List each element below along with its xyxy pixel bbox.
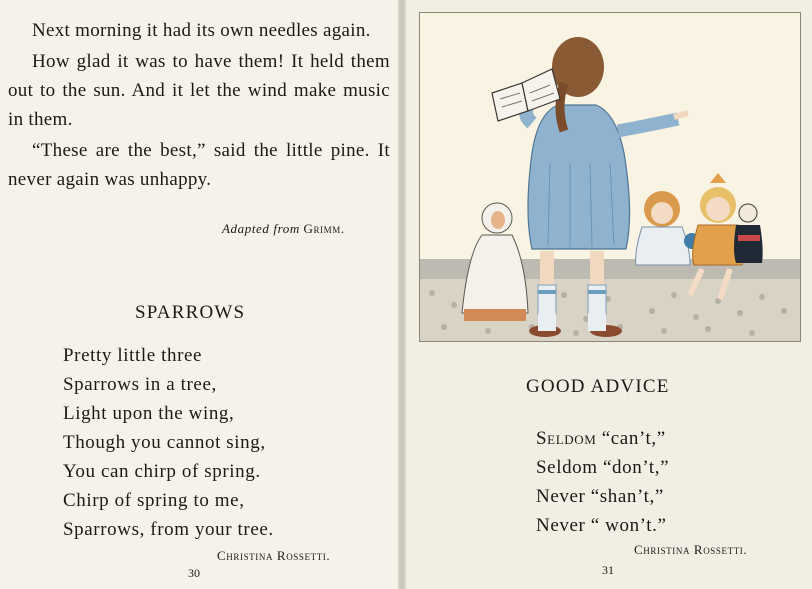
poem-title-sparrows: SPARROWS — [135, 302, 246, 323]
credit-prefix: Adapted from — [222, 221, 300, 236]
author-name: Christina Rossetti. — [634, 542, 748, 557]
prose-paragraph: Next morning it had its own needles again. — [32, 20, 371, 41]
story-credit — [222, 221, 345, 237]
book-gutter — [398, 0, 406, 589]
girl-with-dolls-illustration — [420, 13, 800, 341]
page-number-left: 30 — [188, 566, 200, 580]
line-text: Never “ won’t.” — [536, 515, 667, 536]
poem-author-good-advice — [634, 542, 747, 558]
poem-line: Sparrows in a tree, — [63, 374, 217, 395]
prose-paragraph: How glad it was to have them! It held them out to the sun. And it let the wind make music in them. — [8, 51, 390, 130]
credit-author: Grimm. — [303, 221, 345, 236]
poem-good-advice — [536, 424, 669, 540]
page-number-right: 31 — [602, 563, 614, 577]
poem-line: Chirp of spring to me, — [63, 490, 245, 511]
line-lead: Seldom — [536, 428, 597, 449]
poem-line — [536, 511, 669, 540]
poem-line: You can chirp of spring. — [63, 461, 261, 482]
poem-line — [536, 453, 669, 482]
line-text: Never “shan’t,” — [536, 486, 664, 507]
poem-line: Light upon the wing, — [63, 403, 235, 424]
story-prose — [8, 16, 390, 196]
poem-line: Pretty little three — [63, 345, 203, 366]
poem-line: Though you cannot sing, — [63, 432, 266, 453]
line-text: “can’t,” — [596, 428, 666, 449]
poem-author-sparrows — [217, 548, 330, 564]
poem-line — [536, 424, 669, 453]
poem-sparrows — [63, 341, 274, 544]
prose-paragraph: “These are the best,” said the little pine. It never again was unhappy. — [8, 140, 390, 190]
poem-line: Sparrows, from your tree. — [63, 519, 274, 540]
line-text: Seldom “don’t,” — [536, 457, 670, 478]
author-name: Christina Rossetti. — [217, 548, 331, 563]
illustration — [419, 12, 801, 342]
poem-line — [536, 482, 669, 511]
poem-title-good-advice: GOOD ADVICE — [526, 376, 670, 397]
